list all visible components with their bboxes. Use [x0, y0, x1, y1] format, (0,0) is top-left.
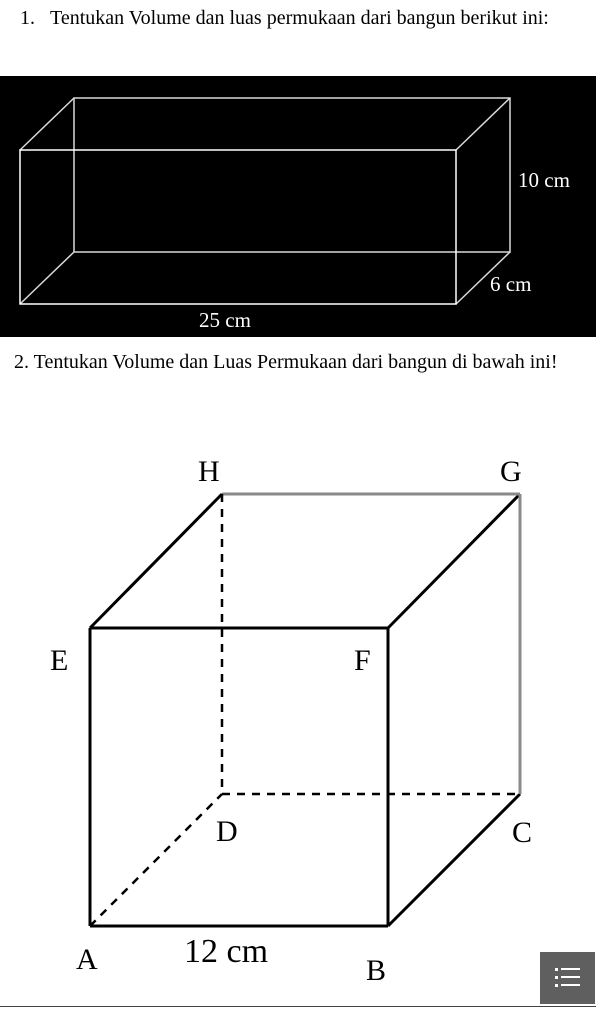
cube-figure — [0, 440, 596, 1014]
vertex-label-g: G — [500, 455, 522, 488]
cuboid-edge — [20, 252, 74, 304]
vertex-label-c: C — [512, 816, 533, 849]
edge-fg — [388, 494, 520, 628]
bottom-divider — [0, 1006, 596, 1007]
edge-length-label: 12 cm — [184, 933, 269, 970]
height-label: 10 cm — [518, 168, 570, 192]
vertex-label-d: D — [216, 815, 238, 848]
edge-bc — [388, 794, 520, 926]
list-menu-icon — [540, 952, 595, 1004]
vertex-label-a: A — [76, 943, 98, 976]
question-1-text: Tentukan Volume dan luas permukaan dari bangun berikut ini: — [50, 7, 549, 29]
edge-eh — [90, 494, 222, 628]
question-1-number: 1. — [20, 7, 35, 29]
vertex-label-h: H — [198, 455, 220, 488]
question-2-text: 2. Tentukan Volume dan Luas Permukaan dari bangun di bawah ini! — [14, 351, 558, 373]
cuboid-figure — [0, 76, 596, 337]
vertex-label-f: F — [354, 644, 371, 677]
list-menu-button[interactable] — [540, 952, 595, 1004]
vertex-label-b: B — [366, 954, 387, 987]
cuboid-edge — [456, 98, 510, 150]
cuboid-front-face — [20, 150, 456, 304]
cuboid-back-face — [74, 98, 510, 252]
length-label: 25 cm — [199, 308, 251, 332]
cuboid-edge — [20, 98, 74, 150]
edge-ad — [90, 794, 222, 926]
vertex-label-e: E — [50, 644, 69, 677]
width-label: 6 cm — [490, 272, 532, 296]
